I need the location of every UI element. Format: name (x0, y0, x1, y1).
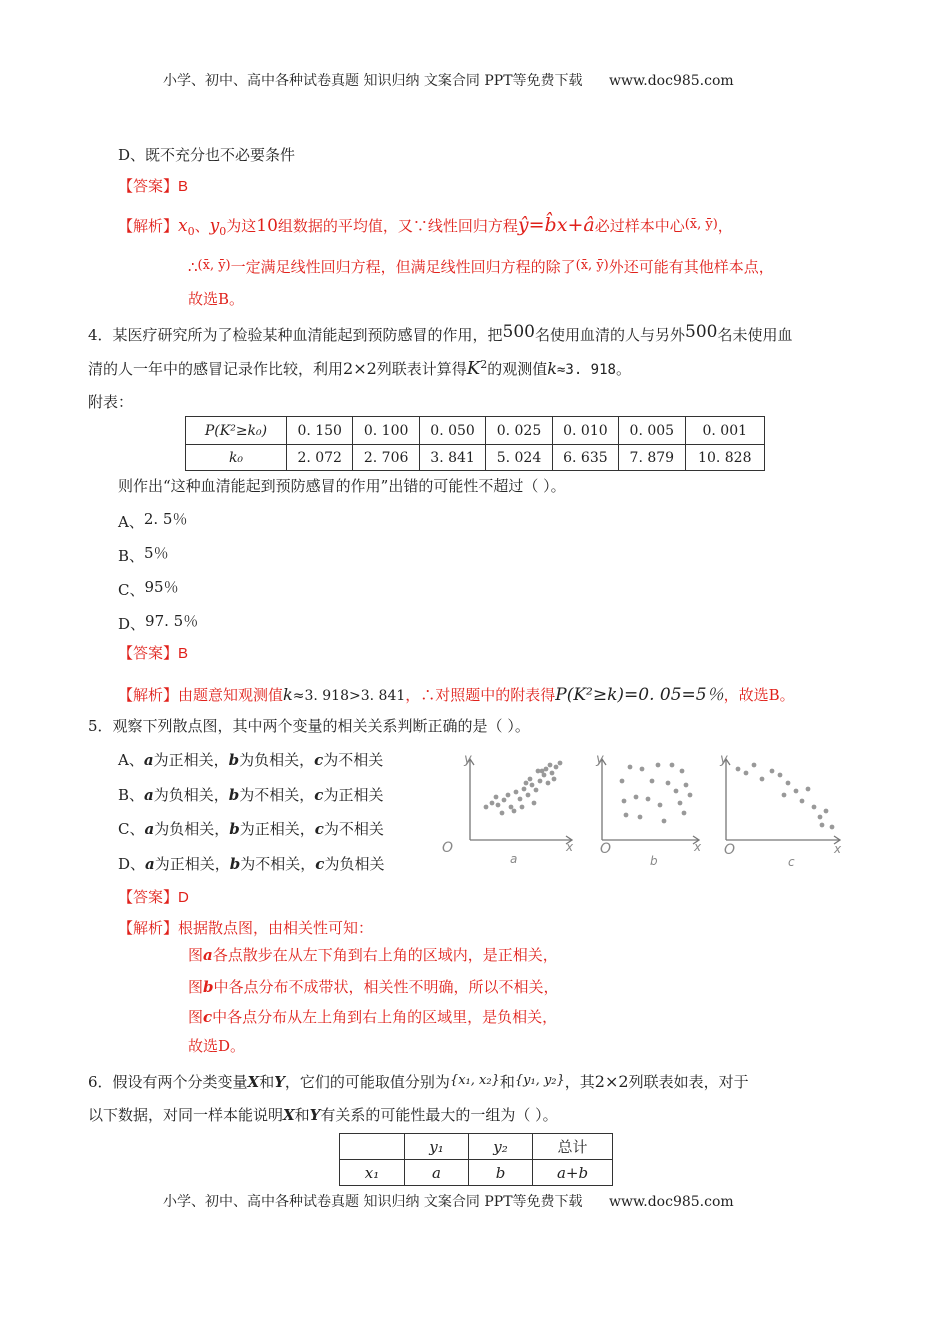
origin-label-b: O (600, 841, 612, 857)
q3-analysis-line2: ∴(x̄, ȳ)一定满足线性回归方程，但满足线性回归方程的除了(x̄, ȳ)外还可能有其他样本点， (188, 258, 774, 276)
scatter-point (506, 793, 511, 798)
scatter-points-c (736, 763, 835, 830)
scatter-point (552, 777, 557, 782)
table-cell: 7. 879 (619, 445, 685, 471)
q3-option-d: D、既不充分也不必要条件 (118, 146, 296, 164)
scatter-point (744, 771, 749, 776)
scatter-point (538, 779, 543, 784)
table-cell: 0. 100 (353, 417, 419, 445)
scatter-point (678, 801, 683, 806)
scatter-point (558, 761, 563, 766)
q5-analysis-line3: 图b中各点分布不成带状，相关性不明确，所以不相关， (188, 978, 559, 996)
footer-url: www.doc985.com (608, 1194, 734, 1210)
scatter-points-a (484, 761, 563, 816)
q3-analysis-line1: 【解析】$x_0$、$y_0$为这10组数据的平均值，又∵线性回归方程ŷ=b̂x+â必过样本中心(x̄, ȳ)， (118, 214, 733, 238)
q4-question: 则作出“这种血清能起到预防感冒的作用”出错的可能性不超过（ ）。 (118, 477, 566, 495)
q6-contingency-table (339, 1133, 613, 1186)
table-cell: 0. 050 (419, 417, 485, 445)
scatter-point (806, 787, 811, 792)
axis-label-y-c: y (720, 752, 728, 767)
scatter-point (628, 765, 633, 770)
q3-analysis-line3: 故选B。 (188, 290, 245, 308)
scatter-points-b (620, 763, 693, 824)
table-cell: 0. 001 (685, 417, 764, 445)
scatter-point (544, 767, 549, 772)
scatter-plot-c (722, 759, 840, 844)
table-cell: 6. 635 (552, 445, 618, 471)
scatter-point (484, 805, 489, 810)
scatter-point (820, 823, 825, 828)
scatter-point (782, 793, 787, 798)
q4-stem-line2: 清的人一年中的感冒记录作比较，利用2×2列联表计算得$K^2$的观测值k≈3. 918。 (88, 358, 631, 379)
q5-analysis-line1: 【解析】根据散点图，由相关性可知： (118, 919, 374, 937)
q5-analysis-line2: 图a各点散步在从左下角到右上角的区域内，是正相关， (188, 946, 558, 964)
table-cell: 0. 025 (486, 417, 552, 445)
header-url: www.doc985.com (608, 73, 734, 89)
scatter-point (509, 805, 514, 810)
page-footer (163, 1191, 734, 1211)
q5-option-c: C、a为负相关，b为正相关，c为不相关 (118, 820, 384, 838)
scatter-point (528, 777, 533, 782)
scatter-point (682, 811, 687, 816)
table-cell: 0. 150 (287, 417, 353, 445)
q5-option-a: A、a为正相关，b为负相关，c为不相关 (118, 751, 384, 769)
scatter-point (794, 789, 799, 794)
scatter-point (620, 779, 625, 784)
table-cell: 2. 072 (287, 445, 353, 471)
scatter-point (624, 813, 629, 818)
q4-stem-line1: 4．某医疗研究所为了检验某种血清能起到预防感冒的作用，把500名使用血清的人与另外500名未使用血 (88, 322, 793, 344)
q5-answer: 【答案】D (118, 888, 189, 906)
q4-option-d: D、97. 5％ (118, 612, 199, 633)
scatter-point (534, 788, 539, 793)
scatter-point (752, 763, 757, 768)
table-cell: a+b (533, 1160, 613, 1186)
scatter-point (526, 793, 531, 798)
scatter-point (656, 763, 661, 768)
q5-analysis-line4: 图c中各点分布从左上角到右上角的区域里，是负相关， (188, 1008, 558, 1026)
q5-stem: 5．观察下列散点图，其中两个变量的相关关系判断正确的是（ ）。 (88, 717, 530, 735)
scatter-point (634, 795, 639, 800)
scatter-point (830, 825, 835, 830)
scatter-point (736, 767, 741, 772)
page-header (163, 70, 734, 90)
analysis-label: 【解析】 (118, 217, 179, 235)
header-text: 小学、初中、高中各种试卷真题 知识归纳 文案合同 PPT等免费下载 (163, 73, 583, 89)
scatter-point (640, 767, 645, 772)
axis-label-x-b: x (694, 840, 702, 854)
scatter-point (554, 765, 559, 770)
q5-option-d: D、a为正相关，b为不相关，c为负相关 (118, 855, 385, 873)
table-header-cell: y₁ (405, 1134, 469, 1160)
q6-stem-line1: 6．假设有两个分类变量X和Y，它们的可能取值分别为{x₁, x₂}和{y₁, y₂}，其2×2列联表如表，对于 (88, 1072, 749, 1091)
table-cell: 2. 706 (353, 445, 419, 471)
table-cell: 10. 828 (685, 445, 764, 471)
scatter-point (522, 787, 527, 792)
scatter-point (638, 815, 643, 820)
table-header-cell (340, 1134, 405, 1160)
answer-label: 【答案】 (118, 177, 179, 195)
q4-appendix-label: 附表： (88, 393, 134, 411)
table-header-k: k₀ (186, 445, 287, 471)
scatter-point (494, 795, 499, 800)
table-cell: x₁ (340, 1160, 405, 1186)
scatter-point (662, 819, 667, 824)
scatter-plot-a (466, 759, 572, 844)
table-cell: 0. 010 (552, 417, 618, 445)
scatter-point (670, 763, 675, 768)
q5-option-b: B、a为负相关，b为不相关，c为正相关 (118, 786, 384, 804)
scatter-point (760, 777, 765, 782)
scatter-point (800, 799, 805, 804)
origin-label-c: O (724, 842, 736, 858)
scatter-point (548, 763, 553, 768)
scatter-point (524, 781, 529, 786)
scatter-point (770, 769, 775, 774)
scatter-point (666, 781, 671, 786)
scatter-point (622, 799, 627, 804)
origin-label-a: O (442, 840, 454, 856)
table-header-p: P(K²≥k₀) (186, 417, 287, 445)
scatter-point (490, 801, 495, 806)
axis-label-y-a: y (464, 752, 472, 767)
plot-caption-b: b (650, 854, 658, 868)
scatter-point (520, 805, 525, 810)
scatter-point (650, 779, 655, 784)
scatter-point (518, 797, 523, 802)
scatter-point (684, 783, 689, 788)
table-cell: 0. 005 (619, 417, 685, 445)
scatter-point (674, 789, 679, 794)
scatter-point (500, 811, 505, 816)
scatter-point (688, 793, 693, 798)
axis-label-x-a: x (566, 840, 574, 854)
q3-answer (118, 175, 188, 196)
footer-text: 小学、初中、高中各种试卷真题 知识归纳 文案合同 PPT等免费下载 (163, 1194, 583, 1210)
table-header-cell: 总计 (533, 1134, 613, 1160)
scatter-point (496, 803, 501, 808)
table-cell: b (469, 1160, 533, 1186)
scatter-plots-figure (436, 745, 856, 875)
scatter-point (786, 781, 791, 786)
scatter-point (658, 803, 663, 808)
table-cell: a (405, 1160, 469, 1186)
q4-answer: 【答案】B (118, 644, 189, 662)
axis-label-y-b: y (596, 752, 604, 767)
scatter-point (646, 797, 651, 802)
table-cell: 3. 841 (419, 445, 485, 471)
table-cell: 5. 024 (486, 445, 552, 471)
scatter-point (680, 769, 685, 774)
q5-analysis-line5: 故选D。 (188, 1037, 246, 1055)
scatter-point (536, 769, 541, 774)
scatter-point (532, 801, 537, 806)
scatter-point (514, 790, 519, 795)
q4-option-c: C、95％ (118, 578, 179, 599)
plot-caption-c: c (788, 855, 795, 869)
scatter-point (778, 773, 783, 778)
scatter-point (818, 815, 823, 820)
scatter-point (812, 805, 817, 810)
q4-critical-value-table (185, 416, 765, 471)
axis-label-x-c: x (834, 842, 842, 856)
scatter-point (502, 798, 507, 803)
scatter-point (550, 771, 555, 776)
plot-caption-a: a (510, 852, 518, 866)
q4-option-a: A、2. 5％ (118, 510, 188, 531)
table-header-cell: y₂ (469, 1134, 533, 1160)
scatter-point (546, 781, 551, 786)
q4-option-b: B、5％ (118, 544, 169, 565)
answer-value: B (178, 178, 189, 195)
scatter-point (530, 783, 535, 788)
q4-analysis: 【解析】由题意知观测值k≈3. 918>3. 841，∴对照题中的附表得P(K²≥k)=0. 05=5％，故选B。 (118, 685, 795, 705)
q6-stem-line2: 以下数据，对同一样本能说明X和Y有关系的可能性最大的一组为（ ）。 (88, 1106, 558, 1124)
scatter-point (824, 809, 829, 814)
scatter-point (512, 809, 517, 814)
